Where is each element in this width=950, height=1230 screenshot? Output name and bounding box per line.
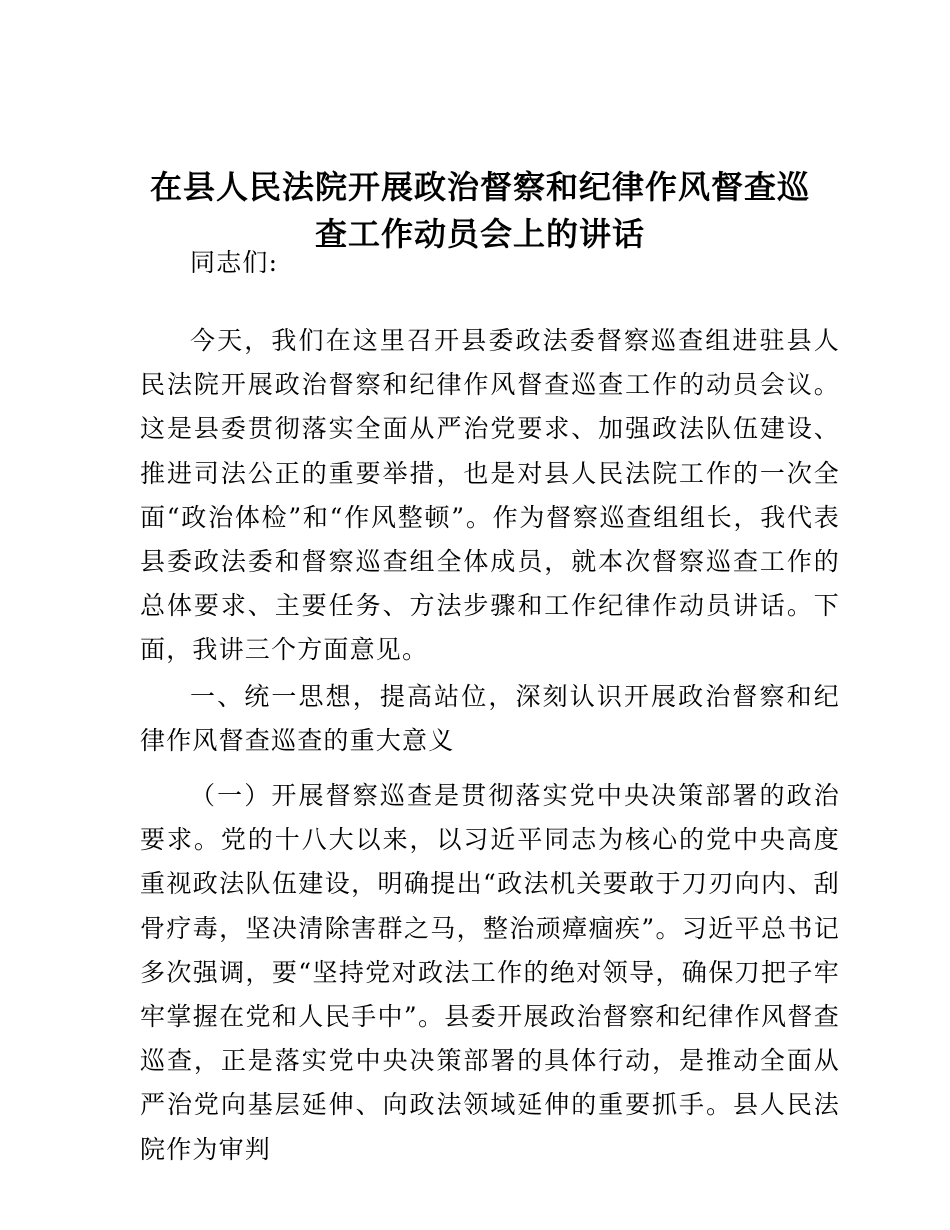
paragraph-section-1-1: （一）开展督察巡查是贯彻落实党中央决策部署的政治要求。党的十八大以来，以习近平同志为核心的党中央高度重视政法队伍建设，明确提出“政法机关要敢于刀刃向内、刮骨疗毒，坚决清除害群之马，整治顽瘴痼疾”。习近平总书记多次强调，要“坚持党对政法工作的绝对领导，确保刀把子牢牢掌握在党和人民手中”。县委开展政治督察和纪律作风督查巡查，正是落实党中央决策部署的具体行动，是推动全面从严治党向基层延伸、向政法领域延伸的重要抓手。县人民法院作为审判 — [140, 781, 840, 1164]
section-heading-1: 一、统一思想，提高站位，深刻认识开展政治督察和纪律作风督查巡查的重大意义 — [140, 682, 840, 756]
greeting: 同志们: — [190, 248, 279, 277]
document-title-line-2: 查工作动员会上的讲话 — [314, 215, 645, 253]
paragraph-opening: 今天，我们在这里召开县委政法委督察巡查组进驻县人民法院开展政治督察和纪律作风督查巡查工作的动员会议。这是县委贯彻落实全面从严治党要求、加强政法队伍建设、推进司法公正的重要举措，也是对县人民法院工作的一次全面“政治体检”和“作风整顿”。作为督察巡查组组长，我代表县委政法委和督察巡查组全体成员，就本次督察巡查工作的总体要求、主要任务、方法步骤和工作纪律作动员讲话。下面，我讲三个方面意见。 — [140, 326, 840, 665]
document-title-line-1: 在县人民法院开展政治督察和纪律作风督查巡 — [149, 168, 810, 206]
